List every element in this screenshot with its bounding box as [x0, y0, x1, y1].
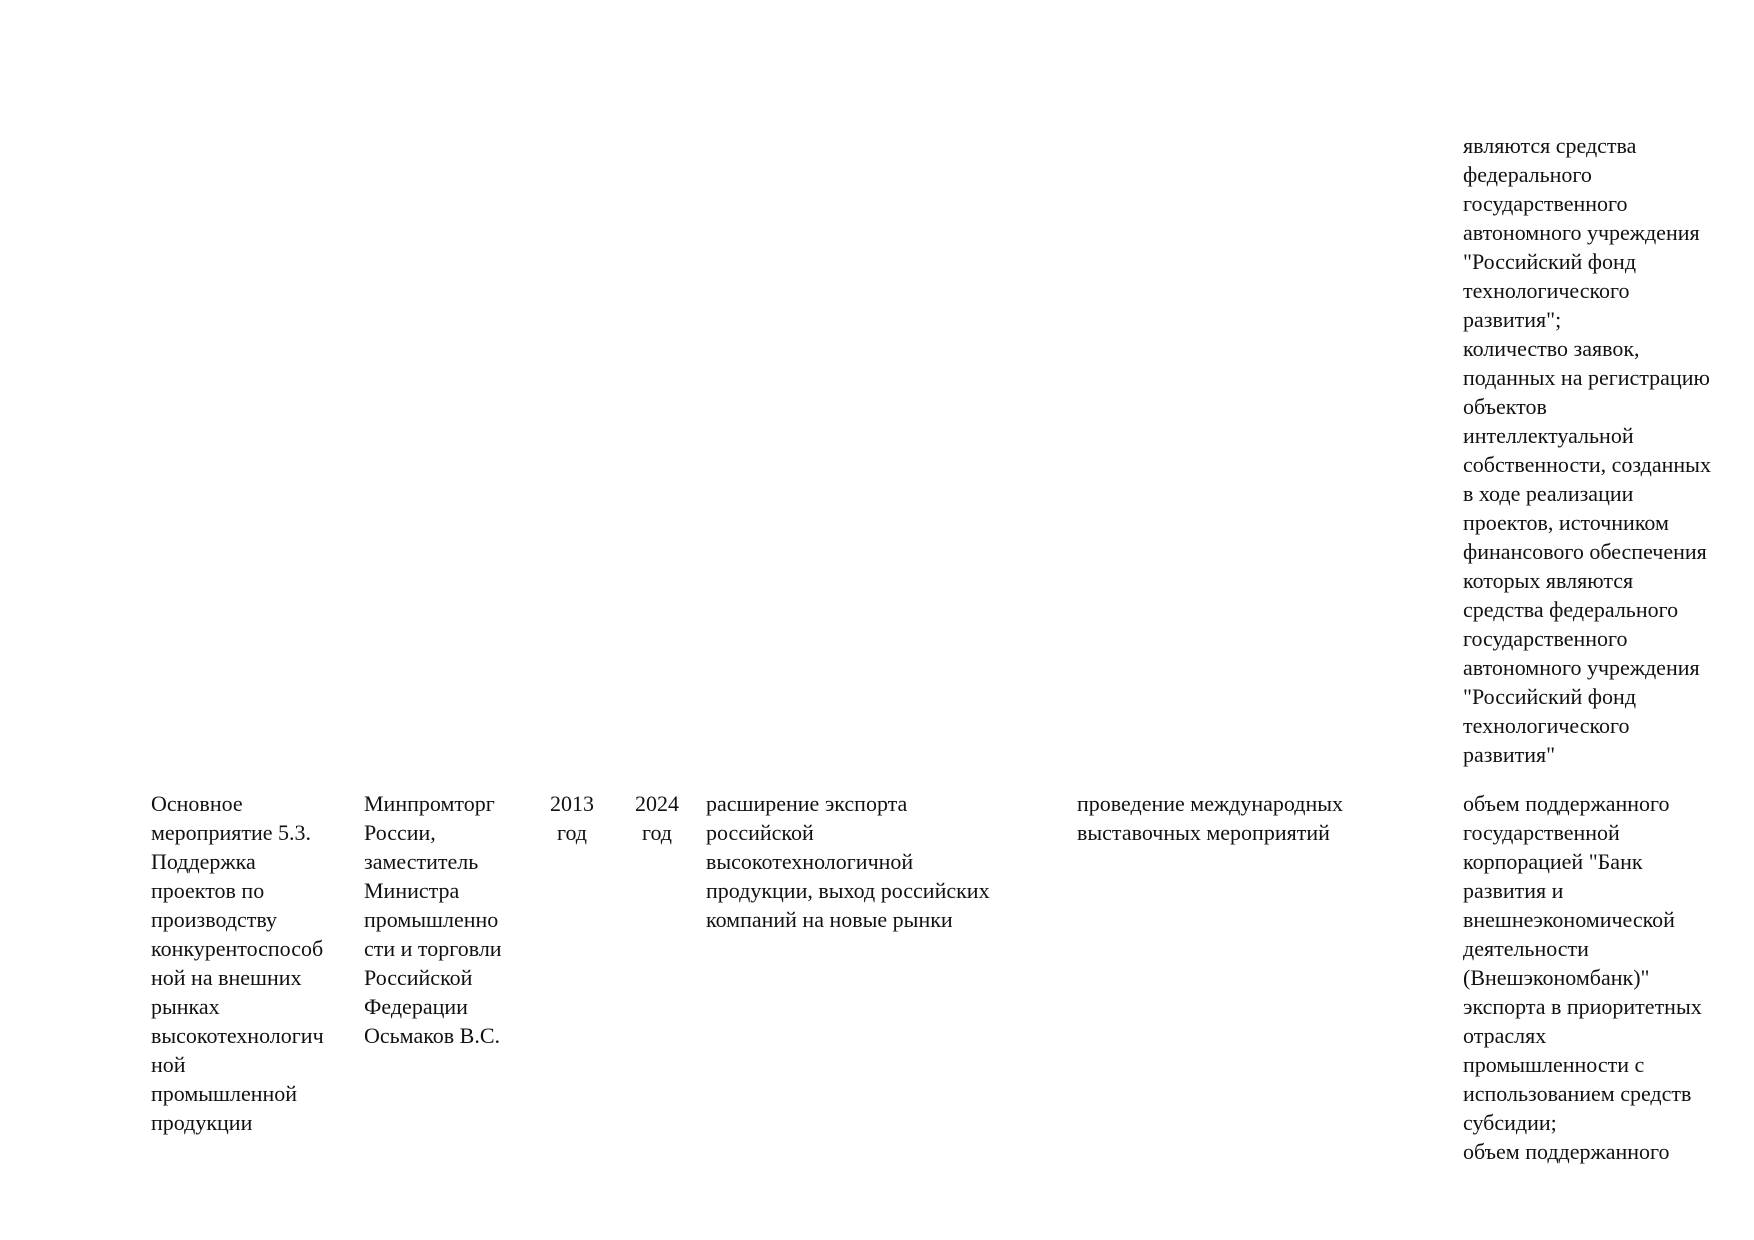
- start-year-cell: 2013 год: [550, 791, 594, 845]
- activity-name-cell: Основное мероприятие 5.3. Поддержка проектов по производству конкурентоспособ ной на внешних рынках высокотехнологич ной промышленной продукции: [151, 791, 324, 1135]
- expected-result-cell: расширение экспорта российской высокотехнологичной продукции, выход российских компаний на новые рынки: [706, 791, 990, 932]
- continued-indicator-cell: являются средства федерального государственного автономного учреждения "Российский фонд технологического развития"; количество заявок, поданных на регистрацию объектов интеллектуальной собственности, созданных в ходе реализации проектов, источником финансового обеспечения которых являются средства федерального государственного автономного учреждения "Российский фонд технологического развития": [1463, 133, 1711, 767]
- indicators-cell: объем поддержанного государственной корпорацией "Банк развития и внешнеэкономической деятельности (Внешэкономбанк)" экспорта в приоритетных отраслях промышленности с использованием средств субсидии; объем поддержанного: [1463, 791, 1702, 1164]
- main-measures-cell: проведение международных выставочных мероприятий: [1077, 791, 1344, 845]
- responsible-executor-cell: Минпромторг России, заместитель Министра промышленно сти и торговли Российской Федерации Осьмаков В.С.: [364, 791, 502, 1048]
- end-year-cell: 2024 год: [635, 791, 679, 845]
